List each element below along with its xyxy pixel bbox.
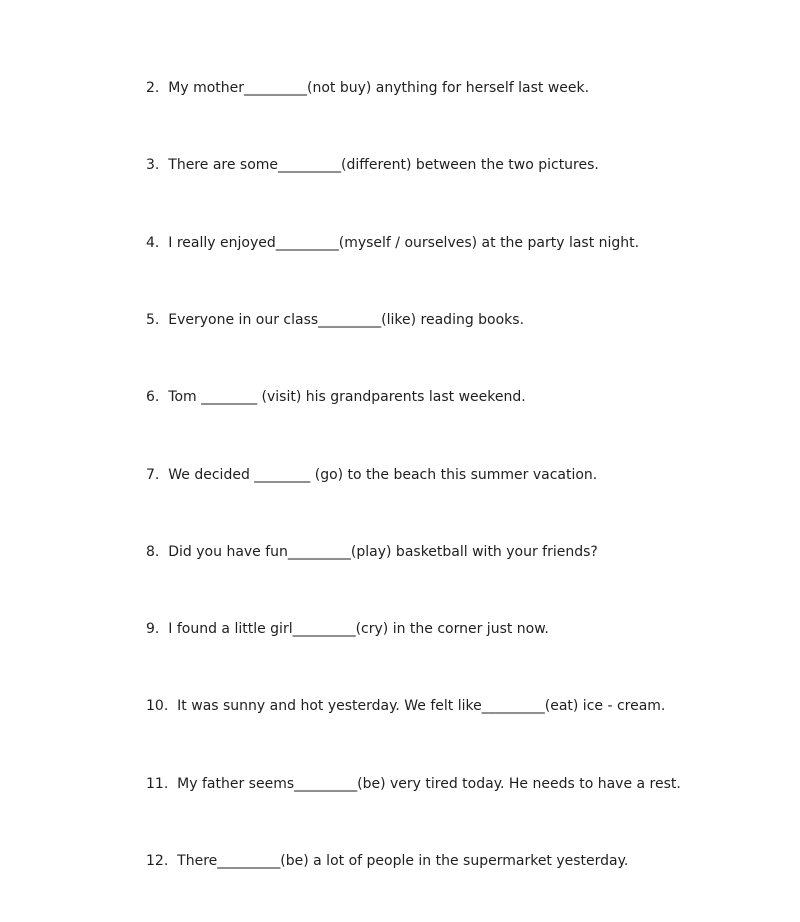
question-number: 3.: [146, 157, 160, 173]
question-number: 4.: [146, 235, 160, 251]
question-number: 9.: [146, 621, 160, 637]
question-text: My father seems_________(be) very tired today. He needs to have a rest.: [177, 776, 681, 792]
question-item: [146, 466, 597, 484]
question-item: [146, 620, 549, 638]
question-item: [146, 697, 665, 715]
question-item: [146, 852, 628, 870]
question-item: [146, 156, 599, 174]
question-item: [146, 234, 639, 252]
question-text: Tom ________ (visit) his grandparents last weekend.: [168, 389, 526, 405]
question-number: 6.: [146, 389, 160, 405]
question-item: [146, 543, 598, 561]
question-text: I really enjoyed_________(myself / ourselves) at the party last night.: [168, 235, 640, 251]
question-number: 2.: [146, 80, 160, 96]
question-item: [146, 311, 524, 329]
question-item: [146, 775, 681, 793]
question-number: 11.: [146, 776, 169, 792]
question-text: Everyone in our class_________(like) reading books.: [168, 312, 525, 328]
question-number: 12.: [146, 853, 169, 869]
question-item: [146, 79, 589, 97]
question-text: My mother_________(not buy) anything for herself last week.: [168, 80, 590, 96]
question-text: There are some_________(different) between the two pictures.: [168, 157, 599, 173]
question-text: Did you have fun_________(play) basketball with your friends?: [168, 544, 598, 560]
question-text: We decided ________ (go) to the beach this summer vacation.: [168, 467, 598, 483]
question-text: There_________(be) a lot of people in the supermarket yesterday.: [177, 853, 629, 869]
question-text: It was sunny and hot yesterday. We felt like_________(eat) ice - cream.: [177, 698, 666, 714]
question-number: 10.: [146, 698, 169, 714]
question-item: [146, 388, 526, 406]
question-number: 7.: [146, 467, 160, 483]
question-number: 5.: [146, 312, 160, 328]
question-number: 8.: [146, 544, 160, 560]
question-text: I found a little girl_________(cry) in the corner just now.: [168, 621, 549, 637]
